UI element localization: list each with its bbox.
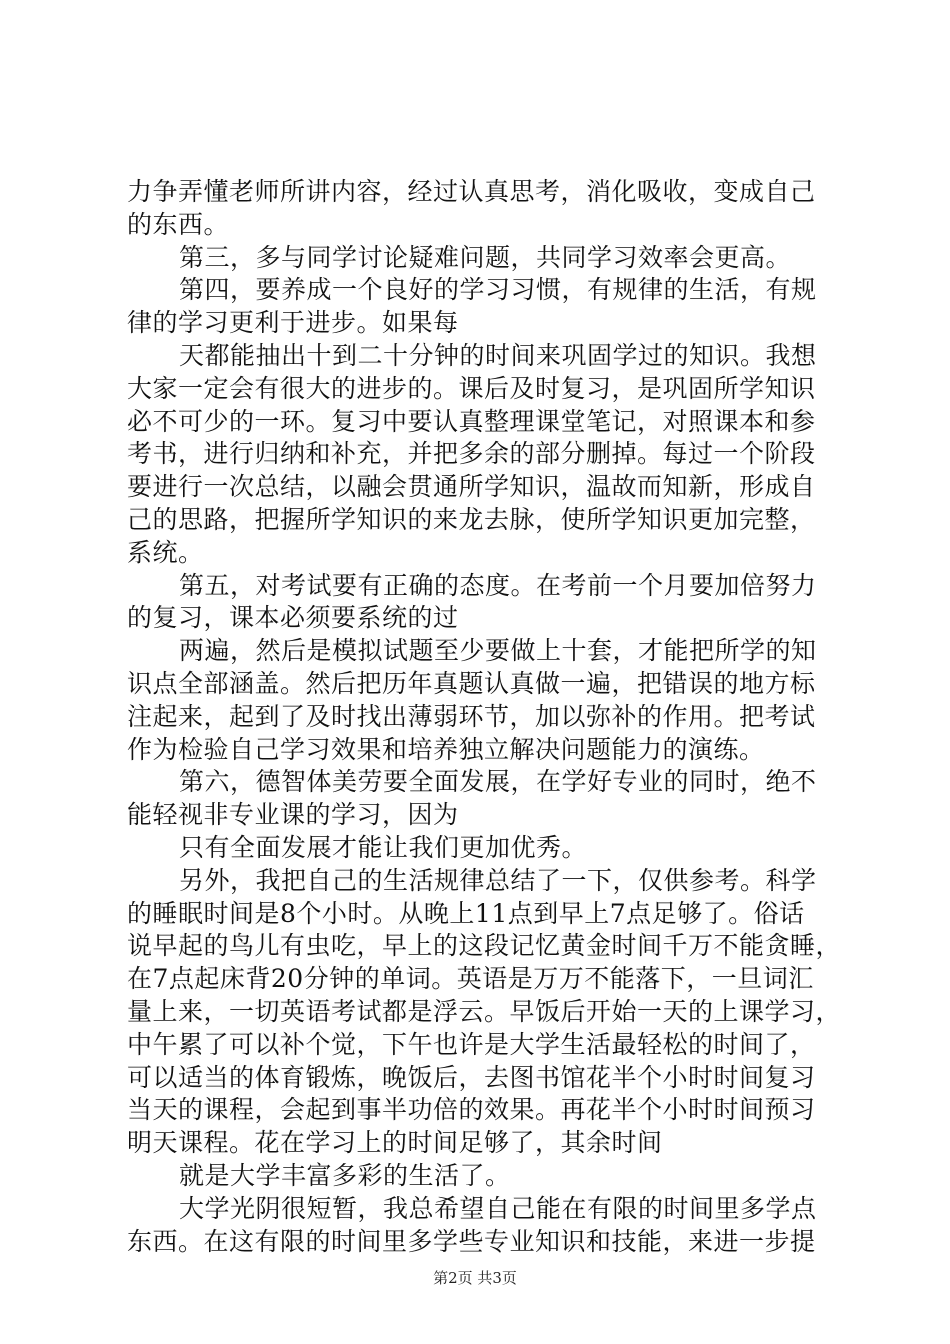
text-line: 必不可少的一环。复习中要认真整理课堂笔记，对照课本和参 bbox=[127, 406, 816, 436]
text-line: 两遍，然后是模拟试题至少要做上十套，才能把所学的知 bbox=[179, 636, 817, 666]
text-line: 第六，德智体美劳要全面发展，在学好专业的同时，绝不 bbox=[179, 767, 817, 797]
text-line: 的睡眠时间是8个小时。从晚上11点到早上7点足够了。俗话 bbox=[127, 898, 805, 928]
text-line: 律的学习更利于进步。如果每 bbox=[127, 308, 459, 338]
text-line: 己的思路，把握所学知识的来龙去脉，使所学知识更加完整， bbox=[127, 504, 816, 534]
text-line: 只有全面发展才能让我们更加优秀。 bbox=[179, 832, 588, 862]
text-line: 在7点起床背20分钟的单词。英语是万万不能落下，一旦词汇 bbox=[127, 964, 814, 994]
text-line: 注起来，起到了及时找出薄弱环节，加以弥补的作用。把考试 bbox=[127, 701, 816, 731]
text-line: 的复习，课本必须要系统的过 bbox=[127, 603, 459, 633]
text-line: 天都能抽出十到二十分钟的时间来巩固学过的知识。我想 bbox=[179, 340, 817, 370]
text-line: 的东西。 bbox=[127, 209, 230, 239]
document-body bbox=[127, 176, 842, 1258]
text-line: 东西。在这有限的时间里多学些专业知识和技能，来进一步提 bbox=[127, 1226, 816, 1256]
text-line: 系统。 bbox=[127, 537, 204, 567]
text-line: 当天的课程，会起到事半功倍的效果。再花半个小时时间预习 bbox=[127, 1095, 816, 1125]
text-line: 就是大学丰富多彩的生活了。 bbox=[179, 1160, 511, 1190]
text-line: 第三，多与同学讨论疑难问题，共同学习效率会更高。 bbox=[179, 242, 792, 272]
text-line: 考书，进行归纳和补充，并把多余的部分删掉。每过一个阶段 bbox=[127, 439, 816, 469]
text-line: 说早起的鸟儿有虫吃，早上的这段记忆黄金时间千万不能贪睡， bbox=[127, 931, 842, 961]
text-line: 大家一定会有很大的进步的。课后及时复习，是巩固所学知识 bbox=[127, 373, 816, 403]
text-line: 能轻视非专业课的学习，因为 bbox=[127, 800, 459, 830]
text-line: 可以适当的体育锻炼，晚饭后，去图书馆花半个小时时间复习 bbox=[127, 1062, 816, 1092]
text-line: 明天课程。花在学习上的时间足够了，其余时间 bbox=[127, 1128, 663, 1158]
page-footer: 第2页 共3页 bbox=[433, 1269, 517, 1287]
text-line: 作为检验自己学习效果和培养独立解决问题能力的演练。 bbox=[127, 734, 765, 764]
text-line: 第五，对考试要有正确的态度。在考前一个月要加倍努力 bbox=[179, 570, 817, 600]
text-line: 力争弄懂老师所讲内容，经过认真思考，消化吸收，变成自己 bbox=[127, 177, 816, 206]
text-line: 量上来，一切英语考试都是浮云。早饭后开始一天的上课学习， bbox=[127, 996, 842, 1026]
text-line: 识点全部涵盖。然后把历年真题认真做一遍，把错误的地方标 bbox=[127, 668, 816, 698]
text-line: 另外，我把自己的生活规律总结了一下，仅供参考。科学 bbox=[179, 865, 817, 895]
text-line: 中午累了可以补个觉，下午也许是大学生活最轻松的时间了， bbox=[127, 1029, 816, 1059]
text-line: 大学光阴很短暂，我总希望自己能在有限的时间里多学点 bbox=[179, 1193, 817, 1223]
text-line: 要进行一次总结，以融会贯通所学知识，温故而知新，形成自 bbox=[127, 472, 816, 502]
text-line: 第四，要养成一个良好的学习习惯，有规律的生活，有规 bbox=[179, 275, 817, 305]
